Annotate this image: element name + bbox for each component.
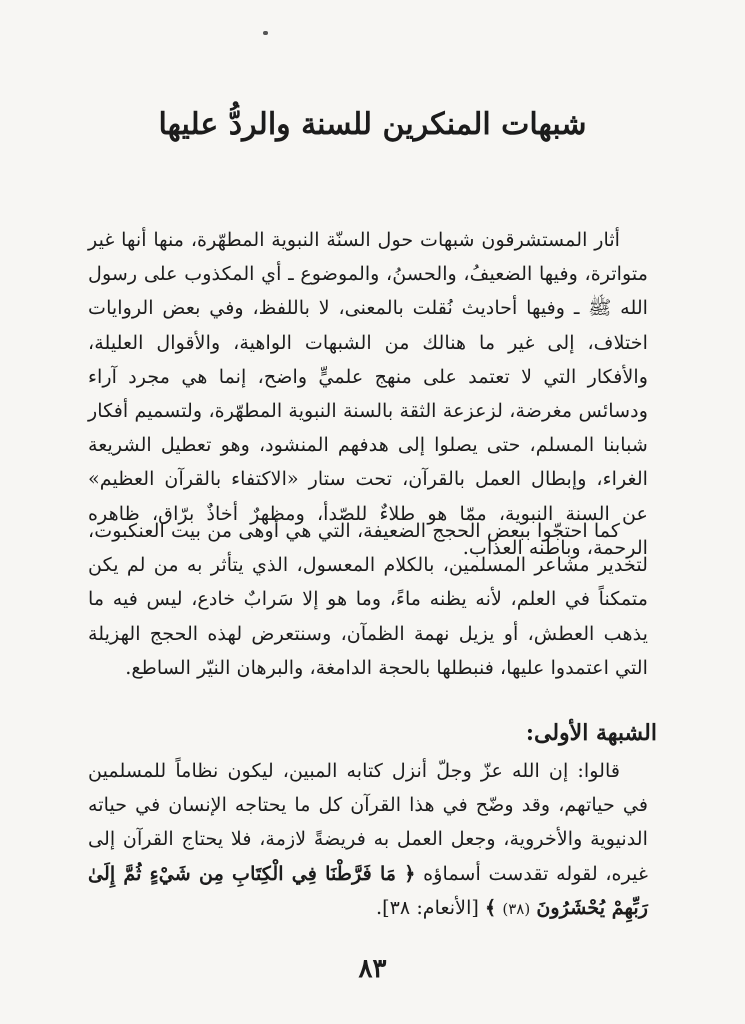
- paragraph-3-container: [88, 754, 648, 926]
- verse-close-bracket: ﴾: [485, 895, 497, 919]
- verse-citation: [الأنعام: ٣٨].: [376, 895, 479, 919]
- section-heading-first-doubt: الشبهة الأولى:: [525, 720, 657, 746]
- verse-number-marker: (٣٨): [502, 899, 531, 918]
- verse-number: ٣٨: [508, 899, 525, 918]
- page-title: شبهات المنكرين للسنة والردُّ عليها: [158, 107, 587, 142]
- paragraph-3-text: قالوا: إن الله عزّ وجلّ أنزل كتابه المبين، ليكون نظاماً للمسلمين في حياتهم، وقد وضّح في هذا القرآن كل ما يحتاجه الإنسان في حياته الدنيوية والأخروية، وجعل العمل به فريضةً لازمة، فلا يحتاج القرآن إلى غيره، لقوله تقدست أسماؤه: [88, 759, 648, 885]
- paragraph-1-text: أثار المستشرقون شبهات حول السنّة النبوية المطهّرة، منها أنها غير متواترة، وفيها الضعيفُ، والحسنُ، والموضوع ـ أي المكذوب على رسول الله ﷺ ـ وفيها أحاديث نُقلت بالمعنى، لا باللفظ، وفي بعض الروايات اختلاف، إلى غير ما هنالك من الشبهات الواهية، والأقوال العليلة، والأفكار التي لا تعتمد على منهج علميٍّ واضح، إنما هي مجرد آراء ودسائس مغرضة، لزعزعة الثقة بالسنة النبوية المطهّرة، ولتسميم أفكار شبابنا المسلم، حتى يصلوا إلى هدفهم المنشود، وهو تعطيل الشريعة الغراء، وإبطال العمل بالقرآن، تحت ستار «الاكتفاء بالقرآن العظيم» عن السنة النبوية، ممّا هو طلاءٌ للصّدأ، ومظهرٌ أخاذٌ برّاق، ظاهره الرحمة، وباطنه العذاب.: [88, 228, 648, 559]
- paragraph-2-text: كما احتجّوا ببعض الحجج الضعيفة، التي هي أوهى من بيت العنكبوت، لتخدير مشاعر المسلمين، بالكلام المعسول، الذي يتأثر به من لم يكن متمكناً في العلم، لأنه يظنه ماءً، وما هو إلا سَرابٌ خادع، ليس فيه ما يذهب العطش، أو يزيل نهمة الظمآن، وسنتعرض لهذه الحجج الهزيلة التي اعتمدوا عليها، فنبطلها بالحجة الدامغة، والبرهان النيّر الساطع.: [88, 519, 648, 679]
- quran-verse: ﴿ مَا فَرَّطْنَا فِي الْكِتَابِ مِن شَيْءٍ ثُمَّ إِلَىٰ رَبِّهِمْ يُحْشَرُونَ: [88, 861, 648, 919]
- ink-speck: [263, 31, 268, 35]
- paragraph-weak-arguments: [88, 514, 648, 685]
- page-number: ٨٣: [358, 954, 387, 984]
- paragraph-first-doubt: [88, 754, 648, 926]
